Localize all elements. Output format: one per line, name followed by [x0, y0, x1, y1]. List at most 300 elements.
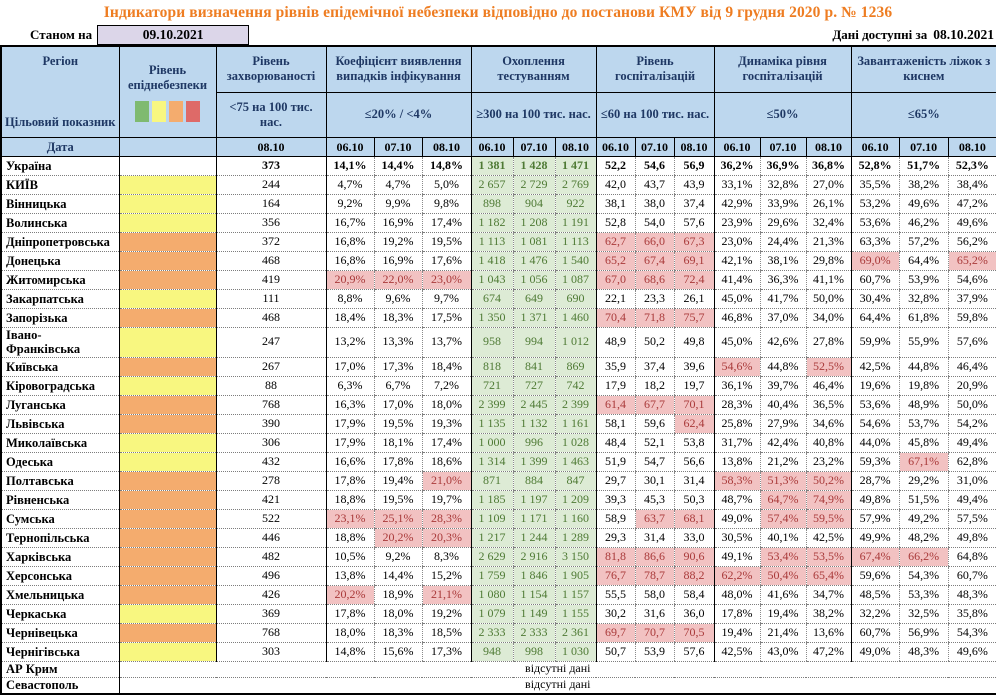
beds-cell: 52,8% — [851, 157, 899, 176]
hospitalization-cell: 63,7 — [635, 509, 674, 528]
hospitalization-cell: 58,9 — [596, 509, 635, 528]
detection-cell: 21,1% — [422, 585, 471, 604]
beds-cell: 46,2% — [899, 214, 948, 233]
incidence-cell: 111 — [216, 290, 326, 309]
hospitalization-cell: 33,0 — [674, 528, 714, 547]
hospitalization-cell: 69,1 — [674, 252, 714, 271]
dynamics-cell: 32,4% — [806, 214, 851, 233]
hospitalization-cell: 49,8 — [674, 328, 714, 358]
detection-cell: 13,7% — [422, 328, 471, 358]
dynamics-cell: 50,2% — [806, 471, 851, 490]
detection-cell: 19,3% — [422, 414, 471, 433]
table-row — [1, 490, 996, 509]
hospitalization-cell: 56,6 — [674, 452, 714, 471]
hospitalization-cell: 67,0 — [596, 271, 635, 290]
detection-cell: 17,9% — [326, 414, 374, 433]
detection-cell: 13,8% — [326, 566, 374, 585]
region-cell: Одеська — [1, 452, 119, 471]
testing-cell: 1 087 — [555, 271, 596, 290]
detection-cell: 14,8% — [422, 157, 471, 176]
dynamics-cell: 50,0% — [806, 290, 851, 309]
testing-cell: 1 113 — [471, 233, 513, 252]
testing-cell: 994 — [513, 328, 555, 358]
date-label: Дата — [1, 138, 119, 157]
hospitalization-cell: 88,2 — [674, 566, 714, 585]
hospitalization-cell: 70,1 — [674, 395, 714, 414]
table-row — [1, 214, 996, 233]
date-cell: 08.10 — [422, 138, 471, 157]
dynamics-cell: 49,0% — [714, 509, 760, 528]
detection-cell: 16,9% — [374, 252, 422, 271]
detection-cell: 18,0% — [374, 604, 422, 623]
beds-cell: 55,9% — [899, 328, 948, 358]
epidemic-level-cell — [119, 176, 216, 195]
target-incidence: <75 на 100 тис. нас. — [216, 92, 326, 137]
detection-cell: 19,2% — [422, 604, 471, 623]
dynamics-cell: 36,5% — [806, 395, 851, 414]
header-hospitalization-level: Рівень госпіталізацій — [596, 46, 714, 92]
dynamics-cell: 31,7% — [714, 433, 760, 452]
beds-cell: 67,4% — [851, 547, 899, 566]
detection-cell: 17,8% — [326, 604, 374, 623]
dynamics-cell: 45,0% — [714, 290, 760, 309]
dynamics-cell: 42,5% — [714, 642, 760, 661]
detection-cell: 20,2% — [326, 585, 374, 604]
detection-cell: 17,4% — [422, 433, 471, 452]
testing-cell: 1 540 — [555, 252, 596, 271]
detection-cell: 9,2% — [326, 195, 374, 214]
detection-cell: 4,7% — [326, 176, 374, 195]
dynamics-cell: 36,8% — [806, 157, 851, 176]
beds-cell: 30,4% — [851, 290, 899, 309]
testing-cell: 2 729 — [513, 176, 555, 195]
testing-cell: 871 — [471, 471, 513, 490]
detection-cell: 5,0% — [422, 176, 471, 195]
dynamics-cell: 53,4% — [760, 547, 806, 566]
detection-cell: 18,4% — [326, 309, 374, 328]
detection-cell: 16,9% — [374, 214, 422, 233]
testing-cell: 1 244 — [513, 528, 555, 547]
incidence-cell: 468 — [216, 309, 326, 328]
detection-cell: 9,8% — [422, 195, 471, 214]
beds-cell: 54,6% — [851, 414, 899, 433]
testing-cell: 1 154 — [513, 585, 555, 604]
beds-cell: 48,5% — [851, 585, 899, 604]
dynamics-cell: 58,3% — [714, 471, 760, 490]
testing-cell: 1 399 — [513, 452, 555, 471]
incidence-cell: 267 — [216, 357, 326, 376]
target-dynamics: ≤50% — [714, 92, 851, 137]
incidence-cell: 421 — [216, 490, 326, 509]
target-hospitalization: ≤60 на 100 тис. нас. — [596, 92, 714, 137]
epidemic-level-cell — [119, 414, 216, 433]
dynamics-cell: 50,4% — [760, 566, 806, 585]
testing-cell: 2 361 — [555, 623, 596, 642]
testing-cell: 1 371 — [513, 309, 555, 328]
date-cell: 06.10 — [714, 138, 760, 157]
hospitalization-cell: 78,7 — [635, 566, 674, 585]
header-testing-coverage: Охоплення тестуванням — [471, 46, 596, 92]
hospitalization-cell: 65,2 — [596, 252, 635, 271]
beds-cell: 53,2% — [851, 195, 899, 214]
region-cell: Волинська — [1, 214, 119, 233]
incidence-cell: 426 — [216, 585, 326, 604]
region-cell: Україна — [1, 157, 119, 176]
dynamics-cell: 36,1% — [714, 376, 760, 395]
hospitalization-cell: 54,7 — [635, 452, 674, 471]
beds-cell: 44,0% — [851, 433, 899, 452]
header-detection-coefficient: Коефіцієнт виявлення випадків інфікування — [326, 46, 471, 92]
testing-cell: 1 314 — [471, 452, 513, 471]
hospitalization-cell: 30,1 — [635, 471, 674, 490]
beds-cell: 51,7% — [899, 157, 948, 176]
detection-cell: 20,2% — [374, 528, 422, 547]
dynamics-cell: 47,2% — [806, 642, 851, 661]
hospitalization-cell: 69,7 — [596, 623, 635, 642]
region-cell: Київська — [1, 357, 119, 376]
table-row — [1, 271, 996, 290]
testing-cell: 1 079 — [471, 604, 513, 623]
hospitalization-cell: 30,2 — [596, 604, 635, 623]
region-cell: Житомирська — [1, 271, 119, 290]
detection-cell: 13,2% — [326, 328, 374, 358]
testing-cell: 1 208 — [513, 214, 555, 233]
testing-cell: 1 185 — [471, 490, 513, 509]
hospitalization-cell: 58,1 — [596, 414, 635, 433]
hospitalization-cell: 55,5 — [596, 585, 635, 604]
hospitalization-cell: 43,7 — [635, 176, 674, 195]
epidemic-level-cell — [119, 471, 216, 490]
detection-cell: 14,4% — [374, 157, 422, 176]
hospitalization-cell: 62,4 — [674, 414, 714, 433]
detection-cell: 6,7% — [374, 376, 422, 395]
testing-cell: 1 132 — [513, 414, 555, 433]
hospitalization-cell: 52,8 — [596, 214, 635, 233]
dynamics-cell: 34,6% — [806, 414, 851, 433]
detection-cell: 13,3% — [374, 328, 422, 358]
dynamics-cell: 17,8% — [714, 604, 760, 623]
dynamics-cell: 46,8% — [714, 309, 760, 328]
hospitalization-cell: 66,0 — [635, 233, 674, 252]
dynamics-cell: 27,9% — [760, 414, 806, 433]
header-hospitalization-dynamics: Динаміка рівня госпіталізацій — [714, 46, 851, 92]
detection-cell: 25,1% — [374, 509, 422, 528]
dynamics-cell: 29,8% — [806, 252, 851, 271]
testing-cell: 2 916 — [513, 547, 555, 566]
incidence-cell: 373 — [216, 157, 326, 176]
dynamics-cell: 48,0% — [714, 585, 760, 604]
beds-cell: 49,6% — [899, 195, 948, 214]
hospitalization-cell: 26,1 — [674, 290, 714, 309]
detection-cell: 4,7% — [374, 176, 422, 195]
detection-cell: 14,4% — [374, 566, 422, 585]
detection-cell: 17,3% — [374, 357, 422, 376]
beds-cell: 64,4% — [851, 309, 899, 328]
table-row — [1, 547, 996, 566]
hospitalization-cell: 37,4 — [635, 357, 674, 376]
dynamics-cell: 24,4% — [760, 233, 806, 252]
legend-swatch-green — [135, 101, 149, 122]
beds-cell: 54,3% — [948, 623, 996, 642]
dynamics-cell: 26,1% — [806, 195, 851, 214]
beds-cell: 57,6% — [948, 328, 996, 358]
epidemic-level-cell — [119, 214, 216, 233]
region-cell: Львівська — [1, 414, 119, 433]
beds-cell: 52,3% — [948, 157, 996, 176]
testing-cell: 948 — [471, 642, 513, 661]
header-oxygen-beds: Завантаженість ліжок з киснем — [851, 46, 996, 92]
testing-cell: 2 769 — [555, 176, 596, 195]
hospitalization-cell: 39,3 — [596, 490, 635, 509]
incidence-cell: 419 — [216, 271, 326, 290]
header-group-row — [1, 46, 996, 92]
dynamics-cell: 49,1% — [714, 547, 760, 566]
detection-cell: 18,8% — [326, 528, 374, 547]
beds-cell: 67,1% — [899, 452, 948, 471]
hospitalization-cell: 81,8 — [596, 547, 635, 566]
dynamics-cell: 42,9% — [714, 195, 760, 214]
table-row — [1, 528, 996, 547]
dynamics-cell: 62,2% — [714, 566, 760, 585]
incidence-cell: 303 — [216, 642, 326, 661]
dynamics-cell: 23,2% — [806, 452, 851, 471]
dynamics-cell: 30,5% — [714, 528, 760, 547]
meta-row — [0, 24, 996, 45]
dynamics-cell: 28,3% — [714, 395, 760, 414]
hospitalization-cell: 48,4 — [596, 433, 635, 452]
hospitalization-cell: 45,3 — [635, 490, 674, 509]
table-row — [1, 566, 996, 585]
hospitalization-cell: 50,3 — [674, 490, 714, 509]
beds-cell: 38,2% — [899, 176, 948, 195]
testing-cell: 674 — [471, 290, 513, 309]
testing-cell: 2 657 — [471, 176, 513, 195]
beds-cell: 69,0% — [851, 252, 899, 271]
testing-cell: 1 012 — [555, 328, 596, 358]
epidemic-level-cell — [119, 642, 216, 661]
region-cell: Полтавська — [1, 471, 119, 490]
dynamics-cell: 42,1% — [714, 252, 760, 271]
testing-cell: 1 381 — [471, 157, 513, 176]
beds-cell: 47,2% — [948, 195, 996, 214]
indicators-table — [0, 45, 996, 695]
dynamics-cell: 36,2% — [714, 157, 760, 176]
beds-cell: 45,8% — [899, 433, 948, 452]
hospitalization-cell: 23,3 — [635, 290, 674, 309]
incidence-cell: 522 — [216, 509, 326, 528]
legend-swatch-red — [186, 101, 200, 122]
epidemic-level-cell — [119, 290, 216, 309]
hospitalization-cell: 31,4 — [674, 471, 714, 490]
region-cell: Чернігівська — [1, 642, 119, 661]
legend-swatch-yellow — [152, 101, 166, 122]
dynamics-cell: 33,1% — [714, 176, 760, 195]
beds-cell: 64,4% — [899, 252, 948, 271]
beds-cell: 61,8% — [899, 309, 948, 328]
table-row — [1, 395, 996, 414]
legend-swatches — [122, 101, 214, 122]
testing-cell: 1 030 — [555, 642, 596, 661]
detection-cell: 18,1% — [374, 433, 422, 452]
beds-cell: 46,4% — [948, 357, 996, 376]
hospitalization-cell: 90,6 — [674, 547, 714, 566]
dynamics-cell: 52,5% — [806, 357, 851, 376]
table-row — [1, 509, 996, 528]
incidence-cell: 164 — [216, 195, 326, 214]
testing-cell: 884 — [513, 471, 555, 490]
testing-cell: 1 759 — [471, 566, 513, 585]
beds-cell: 66,2% — [899, 547, 948, 566]
detection-cell: 16,7% — [326, 214, 374, 233]
table-row — [1, 357, 996, 376]
detection-cell: 21,0% — [422, 471, 471, 490]
beds-cell: 49,8% — [948, 528, 996, 547]
date-cell: 08.10 — [555, 138, 596, 157]
hospitalization-cell: 58,4 — [674, 585, 714, 604]
region-cell: Севастополь — [1, 677, 119, 694]
legend-swatch-orange — [169, 101, 183, 122]
dynamics-cell: 33,9% — [760, 195, 806, 214]
detection-cell: 8,8% — [326, 290, 374, 309]
beds-cell: 59,3% — [851, 452, 899, 471]
dynamics-cell: 38,2% — [806, 604, 851, 623]
detection-cell: 18,0% — [326, 623, 374, 642]
incidence-cell: 306 — [216, 433, 326, 452]
detection-cell: 17,6% — [422, 252, 471, 271]
table-row — [1, 290, 996, 309]
date-cell: 07.10 — [760, 138, 806, 157]
region-cell: Хмельницька — [1, 585, 119, 604]
beds-cell: 63,3% — [851, 233, 899, 252]
hospitalization-cell: 43,9 — [674, 176, 714, 195]
incidence-cell: 468 — [216, 252, 326, 271]
dynamics-cell: 23,0% — [714, 233, 760, 252]
dynamics-cell: 43,0% — [760, 642, 806, 661]
epidemic-level-cell — [119, 252, 216, 271]
detection-cell: 28,3% — [422, 509, 471, 528]
detection-cell: 17,3% — [422, 642, 471, 661]
region-cell: Кіровоградська — [1, 376, 119, 395]
hospitalization-cell: 67,7 — [635, 395, 674, 414]
testing-cell: 1 155 — [555, 604, 596, 623]
epidemic-level-cell — [119, 271, 216, 290]
testing-cell: 1 350 — [471, 309, 513, 328]
dynamics-cell: 32,8% — [760, 176, 806, 195]
detection-cell: 17,0% — [374, 395, 422, 414]
dynamics-cell: 38,1% — [760, 252, 806, 271]
epidemic-level-cell — [119, 509, 216, 528]
testing-cell: 1 905 — [555, 566, 596, 585]
target-header-label: Цільовий показник — [5, 115, 116, 129]
beds-cell: 53,3% — [899, 585, 948, 604]
incidence-cell: 356 — [216, 214, 326, 233]
date-cell: 07.10 — [374, 138, 422, 157]
date-cell: 07.10 — [635, 138, 674, 157]
hospitalization-cell: 72,4 — [674, 271, 714, 290]
beds-cell: 57,9% — [851, 509, 899, 528]
data-available-date: 08.10.2021 — [933, 26, 994, 42]
epidemic-level-cell — [119, 604, 216, 623]
testing-cell: 2 399 — [471, 395, 513, 414]
date-empty-cell — [119, 138, 216, 157]
hospitalization-cell: 76,7 — [596, 566, 635, 585]
hospitalization-cell: 22,1 — [596, 290, 635, 309]
beds-cell: 35,5% — [851, 176, 899, 195]
region-cell: Закарпатська — [1, 290, 119, 309]
incidence-cell: 768 — [216, 395, 326, 414]
testing-cell: 2 445 — [513, 395, 555, 414]
testing-cell: 1 182 — [471, 214, 513, 233]
hospitalization-cell: 53,8 — [674, 433, 714, 452]
incidence-cell: 369 — [216, 604, 326, 623]
dynamics-cell: 42,5% — [806, 528, 851, 547]
detection-cell: 19,4% — [374, 471, 422, 490]
dynamics-cell: 34,0% — [806, 309, 851, 328]
testing-cell: 1 028 — [555, 433, 596, 452]
testing-cell: 1 846 — [513, 566, 555, 585]
detection-cell: 18,6% — [422, 452, 471, 471]
as-of-date-box: 09.10.2021 — [97, 25, 249, 45]
header-region — [1, 46, 119, 138]
testing-cell: 1 463 — [555, 452, 596, 471]
detection-cell: 9,6% — [374, 290, 422, 309]
detection-cell: 19,5% — [422, 233, 471, 252]
table-row — [1, 471, 996, 490]
target-beds: ≤65% — [851, 92, 996, 137]
testing-cell: 1 160 — [555, 509, 596, 528]
date-cell: 08.10 — [216, 138, 326, 157]
epidemic-level-cell — [119, 547, 216, 566]
hospitalization-cell: 18,2 — [635, 376, 674, 395]
target-testing: ≥300 на 100 тис. нас. — [471, 92, 596, 137]
dynamics-cell: 21,2% — [760, 452, 806, 471]
table-row-no-data — [1, 677, 996, 694]
testing-cell: 1 289 — [555, 528, 596, 547]
incidence-cell: 247 — [216, 328, 326, 358]
as-of-label: Станом на — [30, 26, 93, 42]
detection-cell: 17,0% — [326, 357, 374, 376]
hospitalization-cell: 52,2 — [596, 157, 635, 176]
date-cell: 06.10 — [596, 138, 635, 157]
dynamics-cell: 64,7% — [760, 490, 806, 509]
epidemic-level-cell — [119, 157, 216, 176]
testing-cell: 2 629 — [471, 547, 513, 566]
region-cell: Дніпропетровська — [1, 233, 119, 252]
epidemic-level-cell — [119, 328, 216, 358]
dynamics-cell: 27,0% — [806, 176, 851, 195]
dynamics-cell: 37,0% — [760, 309, 806, 328]
epidemic-level-cell — [119, 433, 216, 452]
epidemic-level-cell — [119, 623, 216, 642]
dynamics-cell: 51,3% — [760, 471, 806, 490]
detection-cell: 23,0% — [422, 271, 471, 290]
hospitalization-cell: 54,6 — [635, 157, 674, 176]
dynamics-cell: 13,8% — [714, 452, 760, 471]
testing-cell: 1 191 — [555, 214, 596, 233]
dynamics-cell: 13,6% — [806, 623, 851, 642]
table-body — [1, 157, 996, 694]
detection-cell: 17,9% — [326, 433, 374, 452]
table-row — [1, 642, 996, 661]
page-title: Індикатори визначення рівнів епідемічної небезпеки відповідно до постанови КМУ від 9 грудня 2020 р. № 1236 — [103, 4, 893, 21]
dynamics-cell: 36,9% — [760, 157, 806, 176]
testing-cell: 1 209 — [555, 490, 596, 509]
incidence-cell: 88 — [216, 376, 326, 395]
hospitalization-cell: 61,4 — [596, 395, 635, 414]
hospitalization-cell: 70,4 — [596, 309, 635, 328]
beds-cell: 44,8% — [899, 357, 948, 376]
date-cell: 06.10 — [326, 138, 374, 157]
